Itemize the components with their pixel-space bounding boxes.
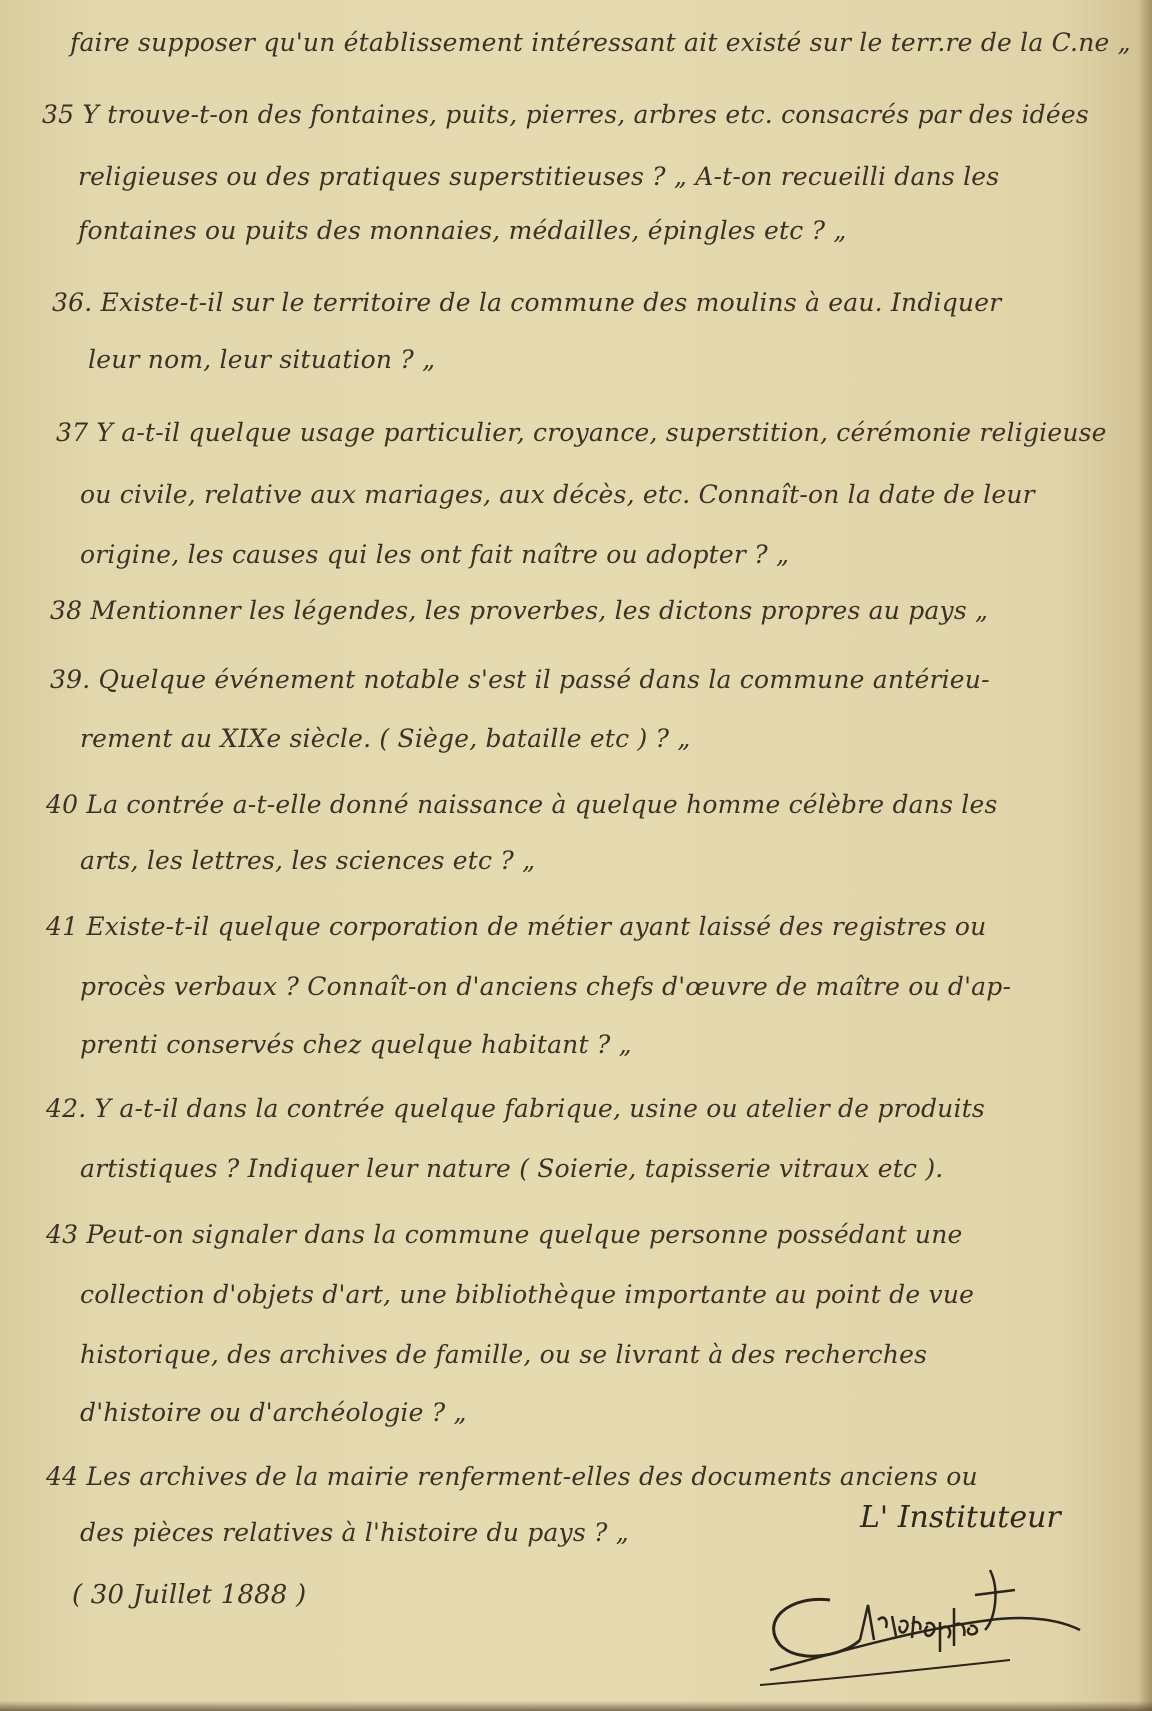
text-line-5: 36. Existe-t-il sur le territoire de la commune des moulins à eau. Indiquer: [52, 288, 1002, 317]
text-line-7: 37 Y a-t-il quelque usage particulier, croyance, superstition, cérémonie religieuse: [56, 418, 1107, 447]
text-line-4: fontaines ou puits des monnaies, médailles, épingles etc ? „: [78, 216, 847, 245]
text-line-19: artistiques ? Indiquer leur nature ( Soierie, tapisserie vitraux etc ).: [80, 1154, 944, 1183]
signature: [750, 1560, 1090, 1704]
text-line-23: d'histoire ou d'archéologie ? „: [80, 1398, 467, 1427]
text-line-17: prenti conservés chez quelque habitant ? „: [80, 1030, 632, 1059]
text-line-22: historique, des archives de famille, ou se livrant à des recherches: [80, 1340, 928, 1369]
text-line-11: 39. Quelque événement notable s'est il passé dans la commune antérieu-: [50, 665, 990, 694]
text-line-9: origine, les causes qui les ont fait naître ou adopter ? „: [80, 540, 790, 569]
text-line-24: 44 Les archives de la mairie renferment-elles des documents anciens ou: [46, 1462, 978, 1491]
text-line-12: rement au XIXe siècle. ( Siège, bataille etc ) ? „: [80, 724, 691, 753]
text-line-6: leur nom, leur situation ? „: [88, 345, 436, 374]
text-line-21: collection d'objets d'art, une bibliothèque importante au point de vue: [80, 1280, 975, 1309]
text-line-20: 43 Peut-on signaler dans la commune quelque personne possédant une: [46, 1220, 963, 1249]
text-line-16: procès verbaux ? Connaît-on d'anciens chefs d'œuvre de maître ou d'ap-: [80, 972, 1012, 1001]
text-line-15: 41 Existe-t-il quelque corporation de métier ayant laissé des registres ou: [46, 912, 987, 941]
text-line-3: religieuses ou des pratiques superstitieuses ? „ A-t-on recueilli dans les: [78, 162, 1000, 191]
signature-title: L' Instituteur: [860, 1500, 1061, 1535]
text-line-8: ou civile, relative aux mariages, aux décès, etc. Connaît-on la date de leur: [80, 480, 1035, 509]
text-line-1: faire supposer qu'un établissement intéressant ait existé sur le terr.re de la C.ne „: [70, 28, 1131, 57]
text-line-2: 35 Y trouve-t-on des fontaines, puits, pierres, arbres etc. consacrés par des idées: [42, 100, 1089, 129]
text-line-18: 42. Y a-t-il dans la contrée quelque fabrique, usine ou atelier de produits: [46, 1094, 985, 1123]
text-line-25: des pièces relatives à l'histoire du pays ? „: [80, 1518, 629, 1547]
text-line-14: arts, les lettres, les sciences etc ? „: [80, 846, 536, 875]
date-line: ( 30 Juillet 1888 ): [72, 1580, 307, 1610]
signature-icon: [750, 1560, 1090, 1700]
text-line-10: 38 Mentionner les légendes, les proverbes, les dictons propres au pays „: [50, 596, 989, 625]
text-line-13: 40 La contrée a-t-elle donné naissance à quelque homme célèbre dans les: [46, 790, 998, 819]
page-bottom-edge: [0, 1701, 1152, 1711]
